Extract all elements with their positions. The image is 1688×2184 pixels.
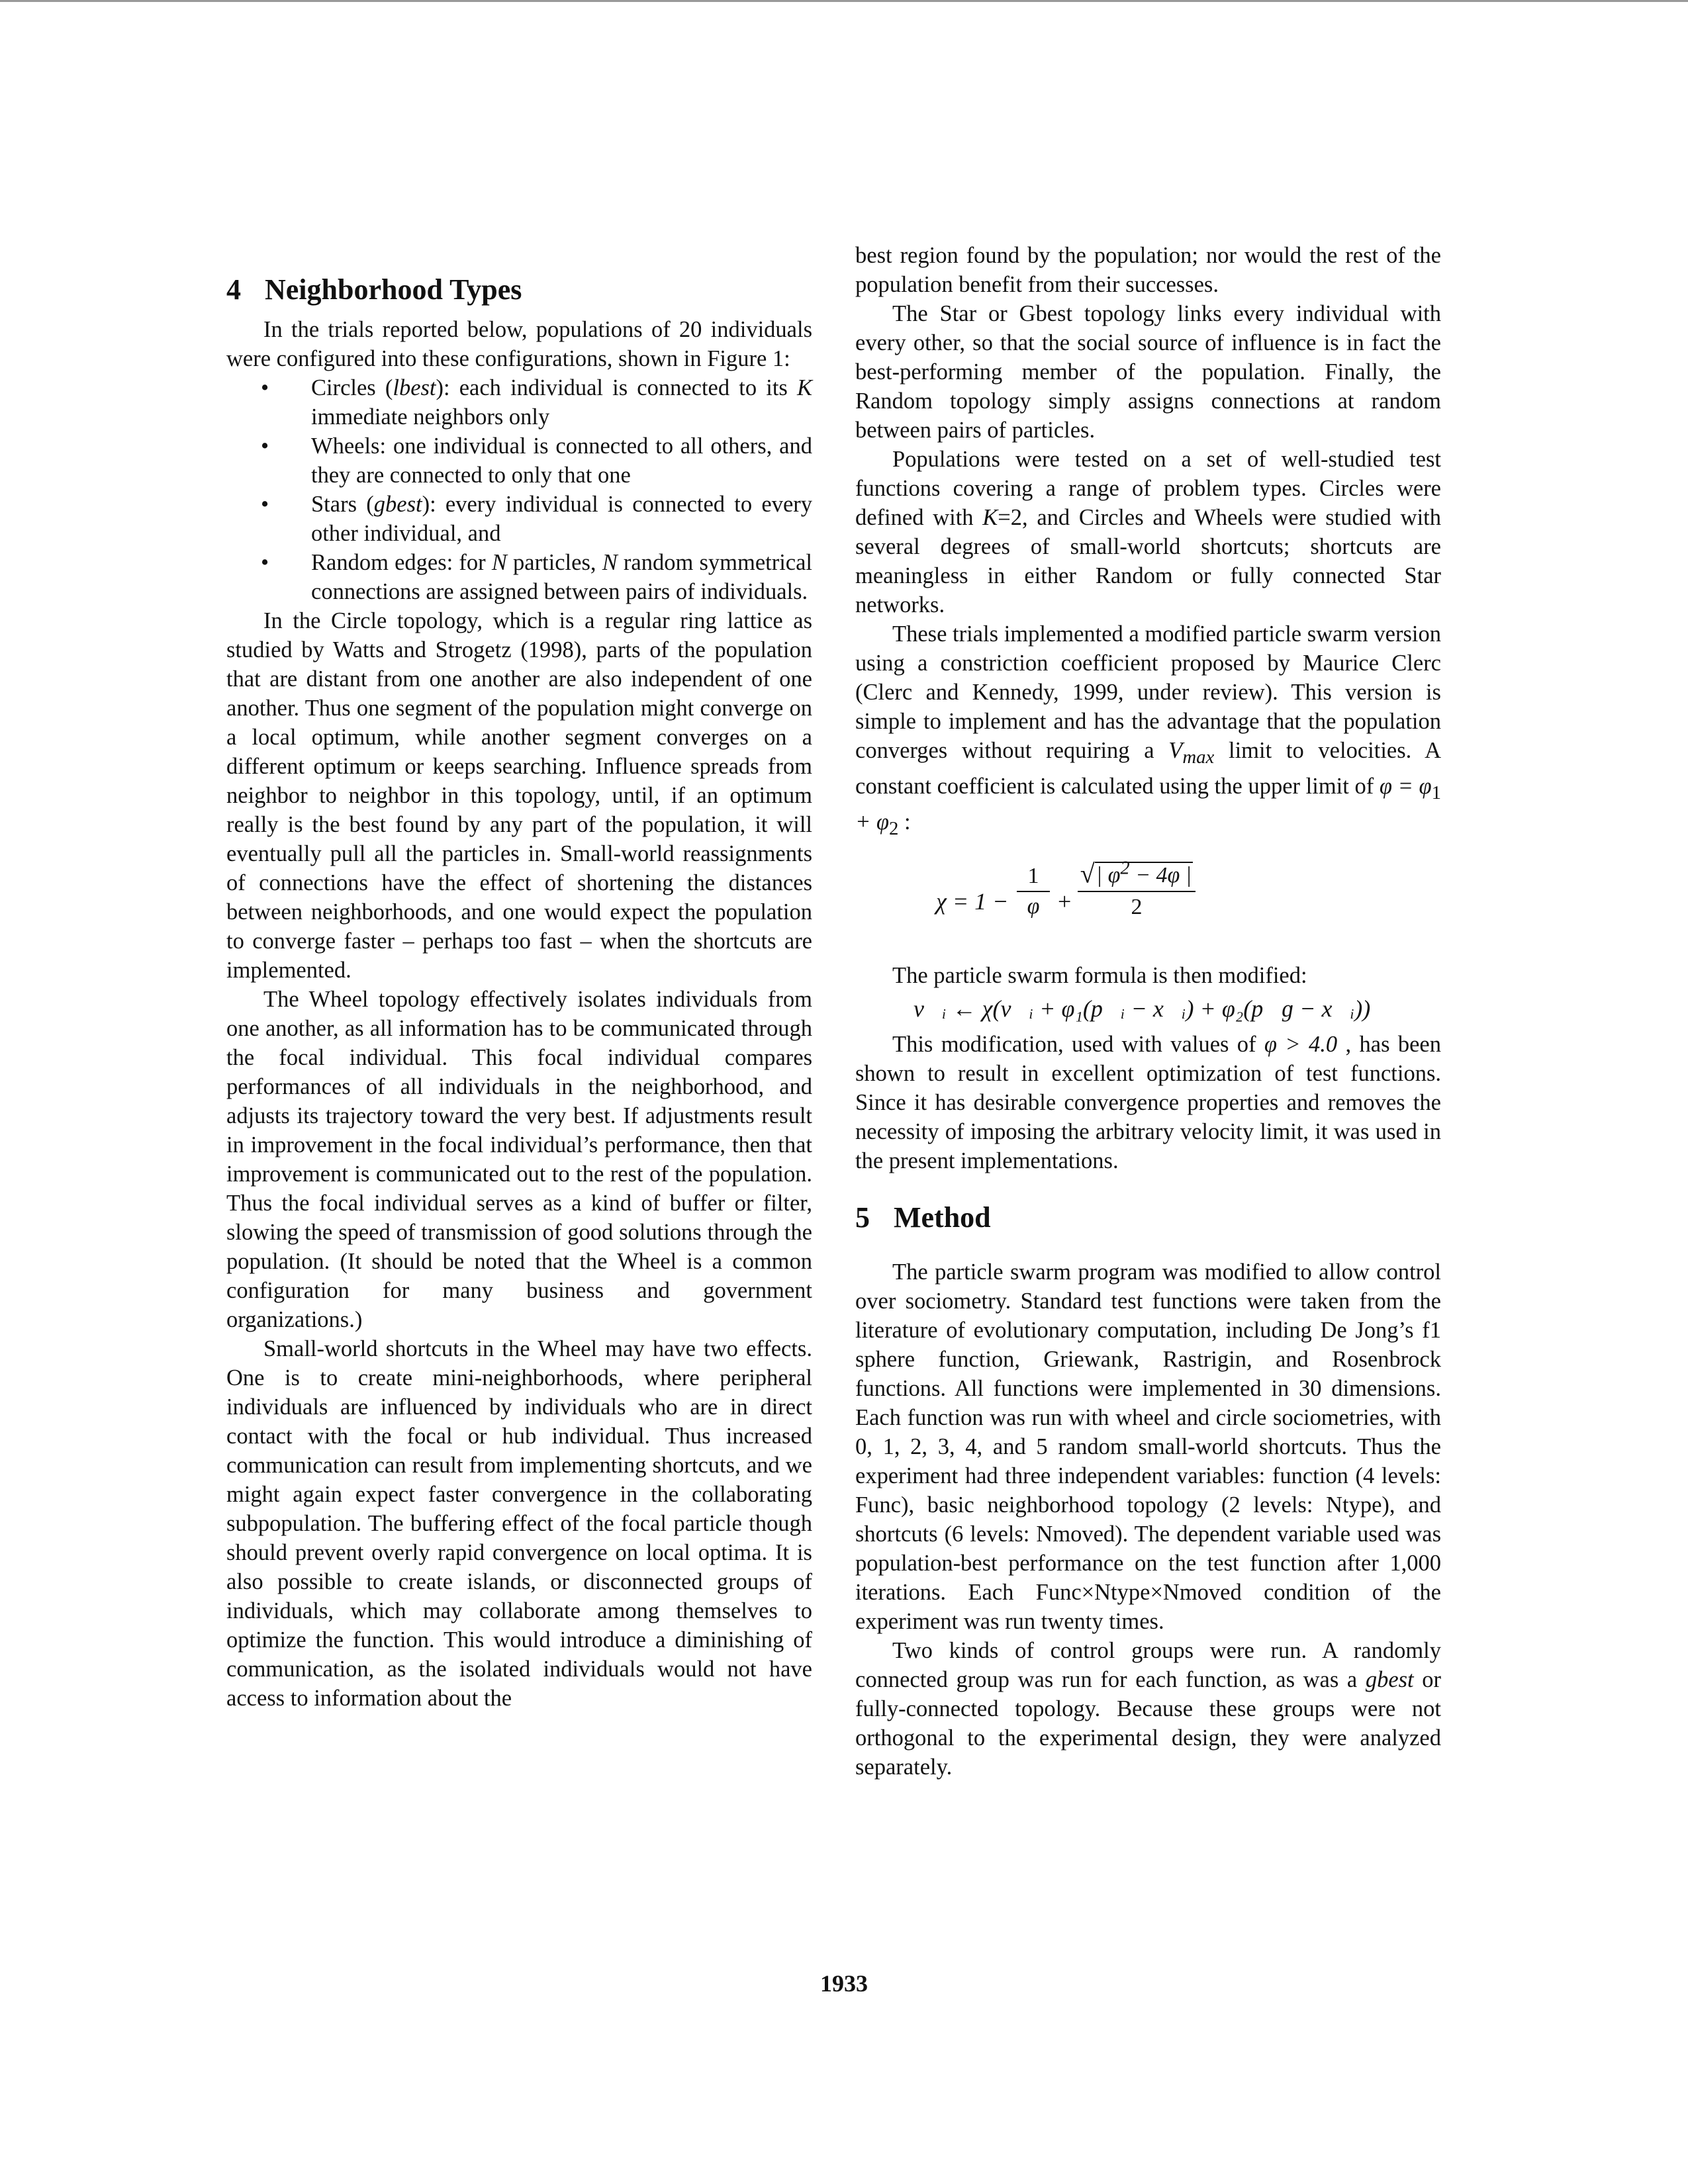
left-column xyxy=(226,228,812,1713)
list-item-wheels: • Wheels: one individual is connected to all others, and they are connected to only that one xyxy=(226,432,812,490)
page-top-rule xyxy=(0,0,1688,2)
section-5-heading: 5 Method xyxy=(855,1201,991,1234)
paragraph-star-topology: The Star or Gbest topology links every individual with every other, so that the social source of influence is in fact the best-performing member of the population. Finally, the Random topology simply assigns connections at random between pairs of particles. xyxy=(855,301,1441,443)
paragraph-trials: These trials implemented a modified particle swarm version using a constriction coefficient proposed by Maurice Clerc (Clerc and Kennedy, 1999, under review). This version is simple to implement and has the advantage that the population converges without requiring a $V_{max}$ limit to velocities. A constant coefficient is calculated using the upper limit of $\varphi = \varphi_1 + \varphi_2$ : xyxy=(855,621,1441,839)
bullet-icon: • xyxy=(261,492,269,517)
section-4-heading: 4 Neighborhood Types xyxy=(226,273,522,306)
bullet-icon: • xyxy=(261,550,269,575)
paragraph-populations: Populations were tested on a set of well-studied test functions covering a range of problem types. Circles were defined with K=2, and Circles and Wheels were studied with several degrees of small-world shortcuts; shortcuts are meaningless in either Random or fully connected Star networks. xyxy=(855,447,1441,617)
paragraph-formula-intro: The particle swarm formula is then modified: xyxy=(892,962,1307,988)
velocity-update-equation: v⃗ᵢ ← χ(v⃗ᵢ + φ₁(p⃗ᵢ − x⃗ᵢ) + φ₂(p⃗ɡ − x⃗ᵢ)) xyxy=(914,995,1371,1022)
list-item-stars: • Stars (gbest): every individual is connected to every other individual, and xyxy=(226,490,812,548)
bullet-icon: • xyxy=(261,433,269,459)
paragraph-modification: This modification, used with values of φ > 4.0 , has been shown to result in excellent optimization of test functions. Since it has desirable convergence properties and removes the necessity of imposing the arbitrary velocity limit, it was used in the present implementations. xyxy=(855,1031,1441,1173)
constriction-equation: χ = 1 − 1 φ + √| $\varphi^2 - 4\varphi$ | 2 xyxy=(855,854,1441,942)
equation-lhs: χ = 1 − xyxy=(936,887,1009,915)
equation-fraction-2: √| $\varphi^2 - 4\varphi$ | 2 xyxy=(1078,854,1196,923)
paragraph-circle-topology: In the Circle topology, which is a regular ring lattice as studied by Watts and Strogetz (1998), parts of the population that are distant from one another are also independent of one another. Thus one segment of the population might converge on a local optimum, while another segment converges on a different optimum or keeps searching. Influence spreads from neighbor to neighbor in this topology, until, if an optimum really is the best found by any part of the population, it will eventually pull all the particles in. Small-world reassignments of connections have the effect of shortening the distances between neighborhoods, and one would expect the population to converge faster – perhaps too fast – when the shortcuts are implemented. xyxy=(226,608,812,983)
bullet-icon: • xyxy=(261,375,269,400)
paragraph-continued: best region found by the population; nor would the rest of the population benefit from their successes. xyxy=(855,243,1441,297)
section-4-intro: In the trials reported below, populations of 20 individuals were configured into these configurations, shown in Figure 1: xyxy=(226,317,812,371)
list-item-circles: • Circles (lbest): each individual is connected to its K immediate neighbors only xyxy=(226,373,812,432)
paragraph-method: The particle swarm program was modified to allow control over sociometry. Standard test functions were taken from the literature of evolutionary computation, including De Jong’s f1 sphere function, Griewank, Rastrigin, and Rosenbrock functions. All functions were implemented in 30 dimensions. Each function was run with wheel and circle sociometries, with 0, 1, 2, 3, 4, and 5 random small-world shortcuts. Thus the experiment had three independent variables: function (4 levels: Func), basic neighborhood topology (2 levels: Ntype), and shortcuts (6 levels: Nmoved). The dependent variable used was population-best performance on the test function after 1,000 iterations. Each Func×Ntype×Nmoved condition of the experiment was run twenty times. xyxy=(855,1259,1441,1634)
right-column xyxy=(855,241,1441,1782)
paragraph-control-groups: Two kinds of control groups were run. A randomly connected group was run for each function, as was a gbest or fully-connected topology. Because these groups were not orthogonal to the experimental design, they were analyzed separately. xyxy=(855,1637,1441,1780)
paragraph-small-world: Small-world shortcuts in the Wheel may have two effects. One is to create mini-neighborhoods, where peripheral individuals are influenced by individuals who are in direct contact with the focal or hub individual. Thus increased communication can result from implementing shortcuts, and we might again expect faster convergence in the collaborating subpopulation. The buffering effect of the focal particle though should prevent overly rapid convergence on local optima. It is also possible to create islands, or disconnected groups of individuals, which may collaborate among themselves to optimize the function. This would introduce a diminishing of communication, as the isolated individuals would not have access to information about the xyxy=(226,1336,812,1711)
topology-list xyxy=(226,373,812,606)
paragraph-wheel-topology: The Wheel topology effectively isolates individuals from one another, as all information has to be communicated through the focal individual. This focal individual compares performances of all individuals in the neighborhood, and adjusts its trajectory toward the very best. If adjustments result in improvement in the focal individual’s performance, then that improvement is communicated out to the rest of the population. Thus the focal individual serves as a kind of buffer or filter, slowing the speed of transmission of good solutions through the population. (It should be noted that the Wheel is a common configuration for many business and government organizations.) xyxy=(226,987,812,1332)
list-item-random: • Random edges: for N particles, N random symmetrical connections are assigned between pairs of individuals. xyxy=(226,548,812,606)
equation-fraction-1: 1 φ xyxy=(1017,863,1050,920)
page-number: 1933 xyxy=(820,1970,868,1997)
